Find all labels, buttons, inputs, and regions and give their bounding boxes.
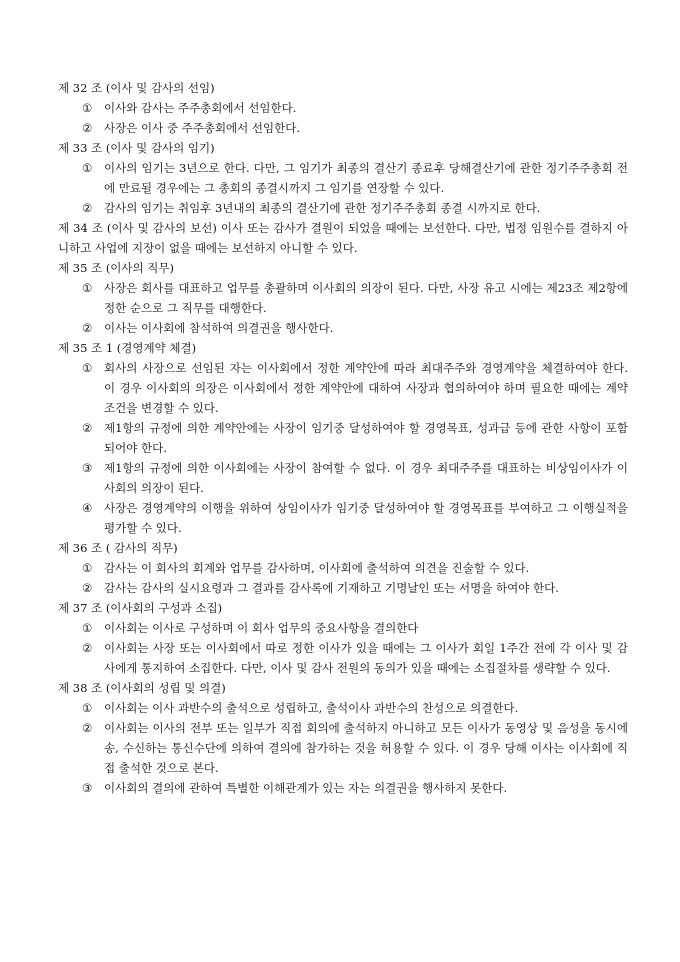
article-heading: 제 36 조 ( 감사의 직무) [58, 541, 178, 555]
clause-number: ① [82, 561, 93, 575]
clause-number: ① [82, 161, 93, 175]
clause-number: ① [82, 281, 93, 295]
clause-number: ① [82, 701, 93, 715]
clause-item [58, 118, 628, 138]
clause-text: 감사의 임기는 취임후 3년내의 최종의 결산기에 관한 정기주주총회 종결 시까지로 한다. [104, 201, 541, 215]
clause-text: 사장은 회사를 대표하고 업무를 총괄하며 이사회의 의장이 된다. 다만, 사장 유고 시에는 제23조 제2항에 정한 순으로 그 직무를 대행한다. [104, 281, 628, 315]
clause-number: ② [82, 121, 93, 135]
clause-item [58, 498, 628, 538]
article-body: 이사 또는 감사가 결원이 되었을 때에는 보선한다. 다만, 법정 임원수를 결하지 아니하고 사업에 지장이 없을 때에는 보선하지 아니할 수 있다. [58, 221, 628, 255]
clause-number: ① [82, 361, 93, 375]
clause-item [58, 358, 628, 418]
clause-number: ② [82, 321, 93, 335]
clause-text: 감사는 이 회사의 회계와 업무를 감사하며, 이사회에 출석하여 의견을 진술할 수 있다. [104, 561, 530, 575]
clause-item [58, 578, 628, 598]
clause-list [58, 358, 628, 538]
clause-text: 이사회는 사장 또는 이사회에서 따로 정한 이사가 있을 때에는 그 이사가 회일 1주간 전에 각 이사 및 감사에게 통지하여 소집한다. 다만, 이사 및 감사 전원의 동의가 있을 때에는 소집절차를 생략할 수 있다. [104, 641, 628, 675]
article-35 [58, 258, 628, 338]
clause-item [58, 618, 628, 638]
article-38 [58, 678, 628, 798]
clause-list [58, 158, 628, 218]
clause-item [58, 418, 628, 458]
clause-item [58, 558, 628, 578]
clause-item [58, 98, 628, 118]
clause-text: 이사와 감사는 주주총회에서 선임한다. [104, 101, 297, 115]
clause-item [58, 698, 628, 718]
clause-text: 회사의 사장으로 선임된 자는 이사회에서 정한 계약안에 따라 최대주주와 경영계약을 체결하여야 한다. 이 경우 이사회의 의장은 이사회에서 정한 계약안에 대하여 사장과 협의하여야 하며 필요한 때에는 계약조건을 변경할 수 있다. [104, 361, 628, 415]
clause-text: 사장은 경영계약의 이행을 위하여 상임이사가 임기중 달성하여야 할 경영목표를 부여하고 그 이행실적을 평가할 수 있다. [104, 501, 628, 535]
article-36 [58, 538, 628, 598]
clause-text: 이사의 임기는 3년으로 한다. 다만, 그 임기가 최종의 결산기 종료후 당해결산기에 관한 정기주주총회 전에 만료될 경우에는 그 총회의 종결시까지 그 임기를 연장할 수 있다. [104, 161, 628, 195]
clause-text: 이사는 이사회에 참석하여 의결권을 행사한다. [104, 321, 334, 335]
article-heading: 제 35 조 1 (경영계약 체결) [58, 341, 197, 355]
clause-text: 제1항의 규정에 의한 이사회에는 사장이 참여할 수 없다. 이 경우 최대주주를 대표하는 비상임이사가 이사회의 의장이 된다. [104, 461, 628, 495]
document-body [58, 78, 628, 798]
clause-item [58, 318, 628, 338]
clause-number: ② [82, 201, 93, 215]
clause-item [58, 198, 628, 218]
article-32 [58, 78, 628, 138]
article-37 [58, 598, 628, 678]
clause-number: ④ [82, 501, 93, 515]
clause-text: 제1항의 규정에 의한 계약안에는 사장이 임기중 달성하여야 할 경영목표, 성과급 등에 관한 사항이 포함되어야 한다. [104, 421, 628, 455]
clause-number: ① [82, 621, 93, 635]
clause-item [58, 778, 628, 798]
clause-text: 이사회는 이사 과반수의 출석으로 성립하고, 출석이사 과반수의 찬성으로 의결한다. [104, 701, 519, 715]
clause-text: 이사회는 이사의 전부 또는 일부가 직접 회의에 출석하지 아니하고 모든 이사가 동영상 및 음성을 동시에 송, 수신하는 통신수단에 의하여 결의에 참가하는 것을 허용할 수 있다. 이 경우 당해 이사는 이사회에 직접 출석한 것으로 본다. [104, 721, 628, 775]
article-35-1 [58, 338, 628, 538]
clause-item [58, 278, 628, 318]
clause-number: ② [82, 421, 93, 435]
clause-text: 감사는 감사의 실시요령과 그 결과를 감사록에 기재하고 기명날인 또는 서명을 하여야 한다. [104, 581, 559, 595]
clause-item [58, 458, 628, 498]
clause-item [58, 158, 628, 198]
article-heading: 제 38 조 (이사회의 성립 및 의결) [58, 681, 226, 695]
article-34 [58, 218, 628, 258]
article-heading: 제 37 조 (이사회의 구성과 소집) [58, 601, 223, 615]
article-inline [58, 218, 628, 258]
clause-number: ② [82, 641, 93, 655]
clause-list [58, 698, 628, 798]
article-heading: 제 32 조 (이사 및 감사의 선임) [58, 81, 215, 95]
clause-list [58, 278, 628, 338]
clause-text: 이사회의 결의에 관하여 특별한 이해관계가 있는 자는 의결권을 행사하지 못한다. [104, 781, 508, 795]
article-heading: 제 34 조 (이사 및 감사의 보선) [58, 221, 217, 235]
clause-list [58, 98, 628, 138]
clause-number: ① [82, 101, 93, 115]
clause-text: 사장은 이사 중 주주총회에서 선임한다. [104, 121, 301, 135]
clause-item [58, 638, 628, 678]
article-heading: 제 33 조 (이사 및 감사의 임기) [58, 141, 215, 155]
clause-text: 이사회는 이사로 구성하며 이 회사 업무의 중요사항을 결의한다 [104, 621, 419, 635]
article-33 [58, 138, 628, 218]
clause-number: ② [82, 721, 93, 735]
clause-number: ③ [82, 461, 93, 475]
article-heading: 제 35 조 (이사의 직무) [58, 261, 174, 275]
clause-number: ② [82, 581, 93, 595]
clause-number: ③ [82, 781, 93, 795]
clause-item [58, 718, 628, 778]
clause-list [58, 558, 628, 598]
clause-list [58, 618, 628, 678]
